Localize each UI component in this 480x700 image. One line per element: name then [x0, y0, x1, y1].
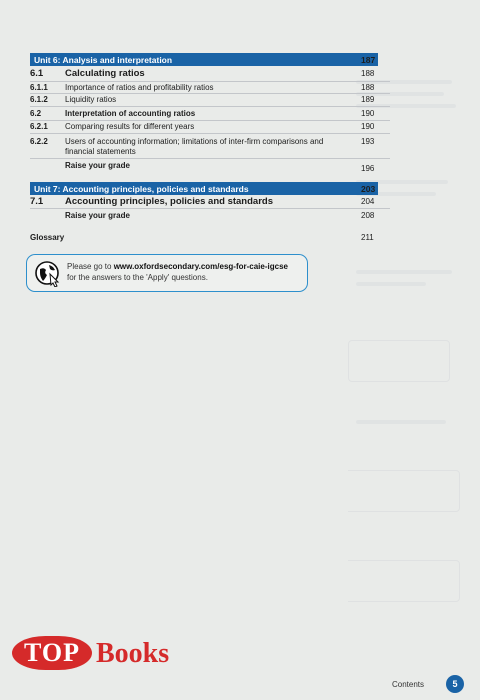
section-page: 196	[361, 164, 375, 173]
web-note-prefix: Please go to	[67, 262, 114, 271]
divider	[30, 133, 390, 134]
section-page: 188	[361, 69, 375, 78]
watermark-top: TOP	[12, 636, 92, 670]
section-title: Comparing results for different years	[65, 122, 195, 131]
unit-heading: Unit 7: Accounting principles, policies and standards	[34, 183, 249, 194]
ghost-line	[356, 420, 446, 424]
section-page: 190	[361, 109, 375, 118]
section-number: 6.1	[30, 68, 44, 79]
glossary-label[interactable]: Glossary	[30, 233, 65, 242]
web-url-link[interactable]: www.oxfordsecondary.com/esg-for-caie-igcse	[113, 262, 288, 271]
section-title: Liquidity ratios	[65, 95, 117, 104]
ghost-line	[356, 270, 452, 274]
ghost-line	[356, 282, 426, 286]
section-number: 6.2	[30, 109, 42, 118]
section-number: 6.2.2	[30, 137, 48, 146]
section-number: 6.1.1	[30, 83, 48, 92]
footer-page-number: 5	[446, 675, 464, 693]
ghost-box	[348, 470, 460, 512]
web-note-text	[67, 261, 303, 283]
unit-heading-bar	[30, 53, 378, 66]
divider	[30, 158, 390, 159]
web-link-note	[26, 254, 308, 292]
section-title: Calculating ratios	[65, 68, 145, 79]
unit-heading-bar	[30, 182, 378, 195]
section-number: 7.1	[30, 196, 44, 207]
section-page: 208	[361, 211, 375, 220]
section-page: 190	[361, 122, 375, 131]
section-title: Accounting principles, policies and standards	[65, 196, 273, 207]
globe-cursor-icon	[35, 261, 61, 287]
footer-section-label: Contents	[392, 680, 425, 689]
section-title: Importance of ratios and profitability ratios	[65, 83, 214, 92]
divider	[30, 120, 390, 121]
divider	[30, 93, 390, 94]
section-title: Raise your grade	[65, 161, 130, 170]
section-page: 189	[361, 95, 375, 104]
section-number: 6.1.2	[30, 95, 48, 104]
section-title: Users of accounting information; limitations of inter-firm comparisons and financial statements	[65, 137, 324, 156]
section-page: 204	[361, 197, 375, 206]
unit-heading: Unit 6: Analysis and interpretation	[34, 54, 173, 65]
watermark-books: Books	[96, 638, 170, 669]
ghost-box	[348, 560, 460, 602]
section-page: 188	[361, 83, 375, 92]
unit-page-number: 203	[361, 184, 376, 194]
section-number: 6.2.1	[30, 122, 48, 131]
unit-page-number: 187	[361, 55, 376, 65]
divider	[30, 208, 390, 209]
divider	[30, 106, 390, 107]
section-title: Interpretation of accounting ratios	[65, 109, 196, 118]
ghost-box	[348, 340, 450, 382]
divider	[30, 81, 390, 82]
glossary-page: 211	[361, 233, 374, 242]
section-title: Raise your grade	[65, 211, 130, 220]
section-page: 193	[361, 137, 375, 146]
web-note-suffix: for the answers to the 'Apply' questions.	[67, 273, 208, 282]
